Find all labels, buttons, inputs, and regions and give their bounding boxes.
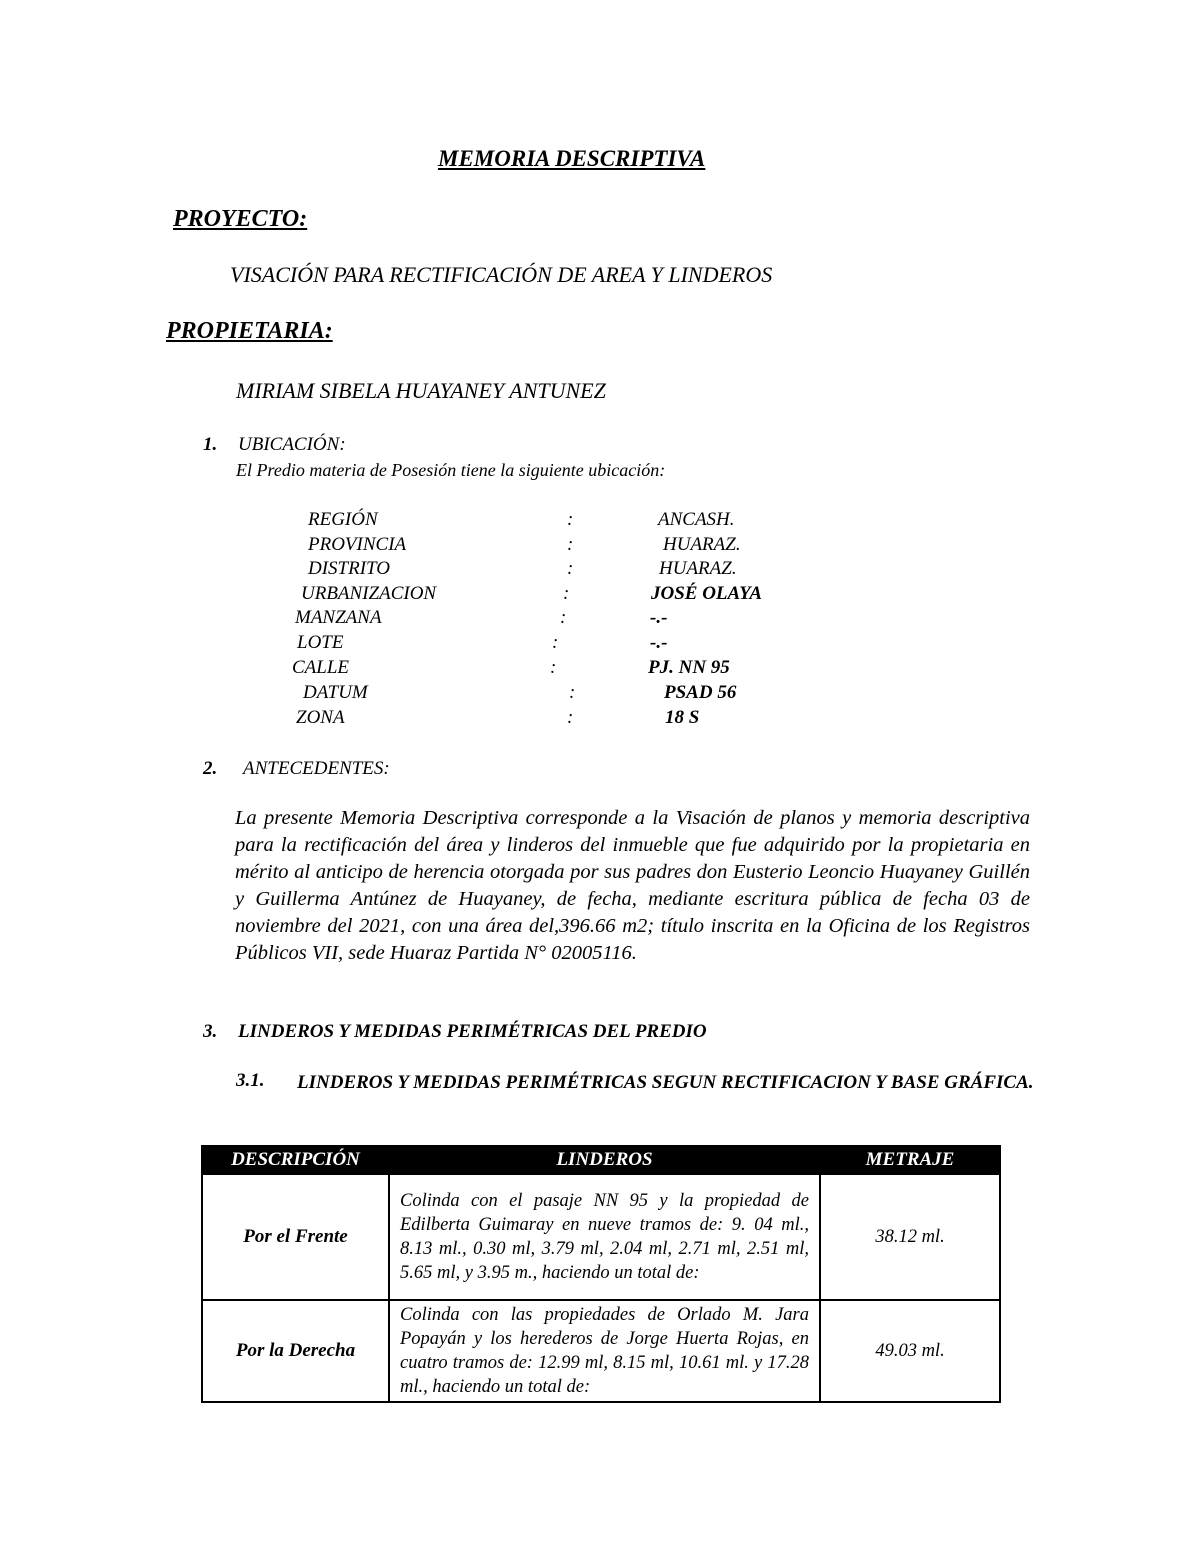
location-value: -.- xyxy=(650,632,668,653)
location-label: CALLE xyxy=(292,657,350,678)
section-1-number: 1. xyxy=(203,434,218,455)
location-value: 18 S xyxy=(665,707,700,728)
location-colon: : xyxy=(552,632,559,653)
subsection-3-1-title: LINDEROS Y MEDIDAS PERIMÉTRICAS SEGUN RECTIFICACION Y BASE GRÁFICA. xyxy=(297,1072,1034,1093)
linderos-table xyxy=(201,1145,1001,1403)
table-row xyxy=(202,1174,1000,1300)
location-value: ANCASH. xyxy=(658,509,735,530)
location-colon: : xyxy=(560,607,567,628)
location-value: HUARAZ. xyxy=(659,558,737,579)
location-value: PJ. NN 95 xyxy=(648,657,730,678)
header-descripcion: DESCRIPCIÓN xyxy=(202,1146,389,1174)
section-2-number: 2. xyxy=(203,758,218,779)
propietaria-heading: PROPIETARIA: xyxy=(166,318,333,344)
location-label: DISTRITO xyxy=(308,558,390,579)
location-label: DATUM xyxy=(303,682,368,703)
cell-linderos: Colinda con las propiedades de Orlado M. Jara Popayán y los herederos de Jorge Huerta Rojas, en cuatro tramos de: 12.99 ml, 8.15 ml, 10.61 ml. y 17.28 ml., haciendo un total de: xyxy=(389,1300,820,1402)
document-title: MEMORIA DESCRIPTIVA xyxy=(438,146,706,171)
header-metraje: METRAJE xyxy=(820,1146,1000,1174)
location-colon: : xyxy=(567,558,574,579)
table-header-row xyxy=(202,1146,1000,1174)
section-1-title: UBICACIÓN: xyxy=(238,434,346,455)
location-colon: : xyxy=(563,583,570,604)
location-value: JOSÉ OLAYA xyxy=(651,583,763,604)
location-label: URBANIZACION xyxy=(301,583,437,604)
table-row xyxy=(202,1300,1000,1402)
cell-descripcion: Por la Derecha xyxy=(202,1300,389,1402)
location-value: -.- xyxy=(650,607,668,628)
location-label: PROVINCIA xyxy=(308,534,407,555)
cell-metraje: 38.12 ml. xyxy=(820,1174,1000,1300)
location-value: HUARAZ. xyxy=(663,534,741,555)
propietaria-value: MIRIAM SIBELA HUAYANEY ANTUNEZ xyxy=(236,378,606,403)
location-label: LOTE xyxy=(297,632,344,653)
cell-linderos: Colinda con el pasaje NN 95 y la propiedad de Edilberta Guimaray en nueve tramos de: 9. 04 ml., 8.13 ml., 0.30 ml, 3.79 ml, 2.04 ml, 2.71 ml, 2.51 ml, 5.65 ml, y 3.95 m., haciendo un total de: xyxy=(389,1174,820,1300)
subsection-3-1-number: 3.1. xyxy=(236,1070,265,1091)
location-label: ZONA xyxy=(296,707,345,728)
location-colon: : xyxy=(550,657,557,678)
header-linderos: LINDEROS xyxy=(389,1146,820,1174)
location-label: REGIÓN xyxy=(308,509,378,530)
location-colon: : xyxy=(567,707,574,728)
section-3-number: 3. xyxy=(203,1021,218,1042)
antecedentes-paragraph: La presente Memoria Descriptiva corresponde a la Visación de planos y memoria descriptiva para la rectificación del área y linderos del inmueble que fue adquirido por la propietaria en mérito al anticipo de herencia otorgada por sus padres don Eusterio Leoncio Huayaney Guillén y Guillerma Antúnez de Huayaney, de fecha, mediante escritura pública de fecha 03 de noviembre del 2021, con una área del,396.66 m2; título inscrita en la Oficina de los Registros Públicos VII, sede Huaraz Partida N° 02005116. xyxy=(235,807,1030,964)
section-1-intro: El Predio materia de Posesión tiene la siguiente ubicación: xyxy=(236,460,666,480)
location-colon: : xyxy=(567,534,574,555)
proyecto-value: VISACIÓN PARA RECTIFICACIÓN DE AREA Y LINDEROS xyxy=(230,262,773,287)
location-value: PSAD 56 xyxy=(664,682,737,703)
proyecto-heading: PROYECTO: xyxy=(173,206,308,232)
location-colon: : xyxy=(567,509,574,530)
location-label: MANZANA xyxy=(295,607,382,628)
section-2-title: ANTECEDENTES: xyxy=(243,758,390,779)
location-colon: : xyxy=(569,682,576,703)
section-3-title: LINDEROS Y MEDIDAS PERIMÉTRICAS DEL PREDIO xyxy=(238,1021,707,1042)
cell-metraje: 49.03 ml. xyxy=(820,1300,1000,1402)
cell-descripcion: Por el Frente xyxy=(202,1174,389,1300)
